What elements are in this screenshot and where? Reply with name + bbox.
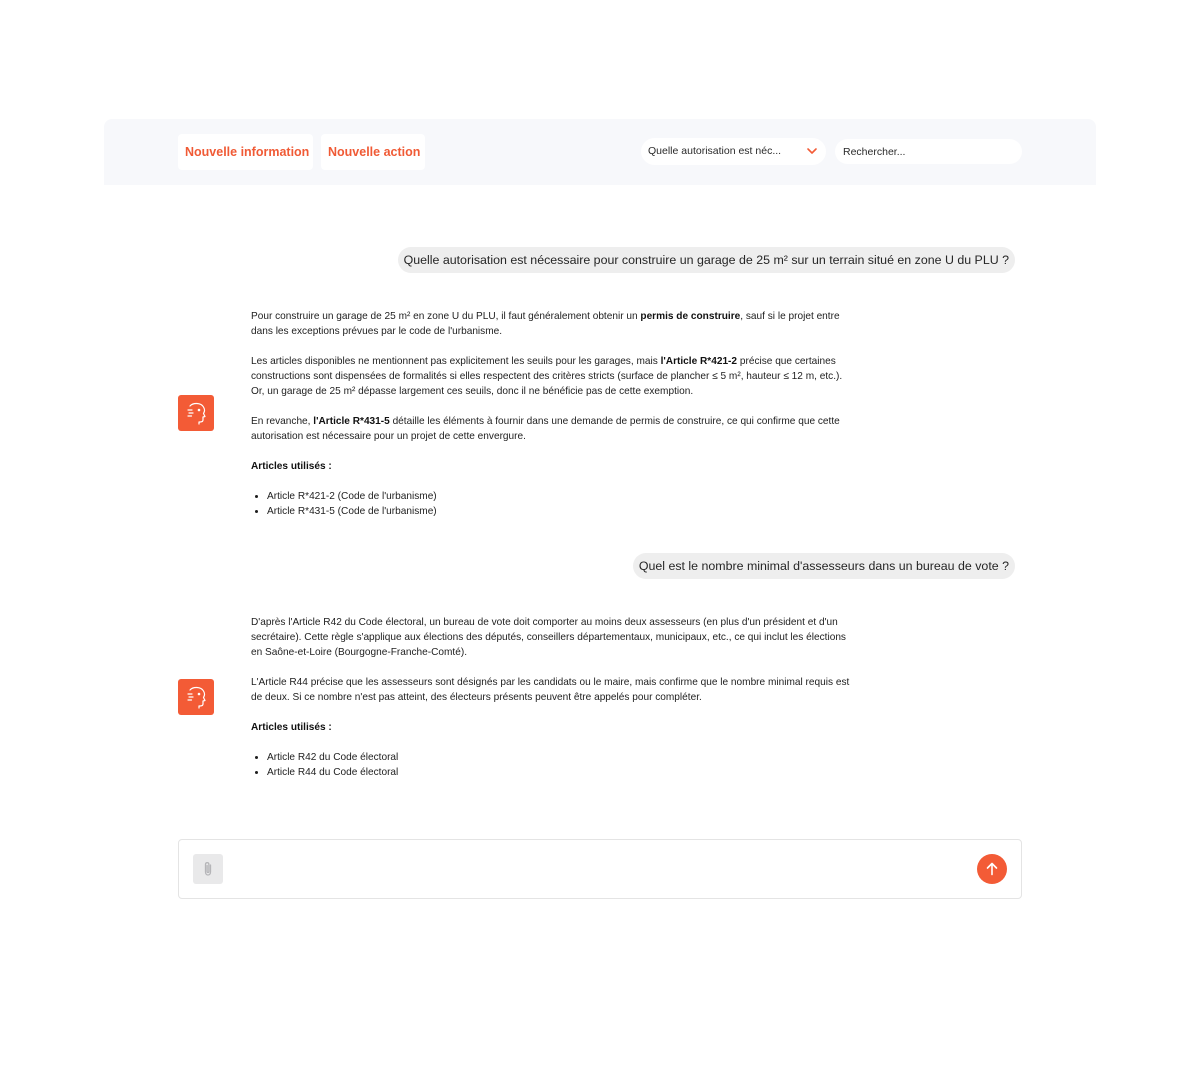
articles-heading: Articles utilisés : — [251, 722, 332, 733]
assistant-avatar — [178, 395, 214, 431]
attach-button[interactable] — [193, 854, 223, 884]
assistant-message — [251, 615, 856, 780]
bot-avatar-icon — [178, 395, 214, 431]
answer-paragraph: D'après l'Article R42 du Code électoral, un bureau de vote doit comporter au moins deux assesseurs (en plus d'un président et d'un secrétaire). Cette règle s'applique aux élections des députés, conseillers départementaux, municipaux, etc., ce qui inclut les élections en Saône-et-Loire (Bourgogne-Franche-Comté). — [251, 617, 846, 658]
conversation-select-value: Quelle autorisation est néc... — [648, 145, 782, 157]
arrow-up-icon — [985, 861, 999, 877]
top-bar — [104, 119, 1096, 185]
send-button[interactable] — [977, 854, 1007, 884]
answer-paragraph: Les articles disponibles ne mentionnent pas explicitement les seuils pour les garages, mais l'Article R*421-2 précise que certaines constructions sont dispensées de formalités si elles respectent des critères stricts (surface de plancher ≤ 5 m², hauteur ≤ 12 m, etc.). Or, un garage de 25 m² dépasse largement ces seuils, donc il ne bénéficie pas de cette exemption. — [251, 356, 843, 397]
assistant-avatar — [178, 679, 214, 715]
answer-paragraph: En revanche, l'Article R*431-5 détaille les éléments à fournir dans une demande de permis de construire, ce qui confirme que cette autorisation est nécessaire pour un projet de cette envergure. — [251, 416, 840, 442]
articles-list — [251, 489, 856, 519]
new-action-button[interactable]: Nouvelle action — [321, 134, 425, 170]
new-information-button[interactable]: Nouvelle information — [178, 134, 313, 170]
list-item: • Article R*431-5 (Code de l'urbanisme) — [267, 504, 856, 519]
user-message: Quel est le nombre minimal d'assesseurs dans un bureau de vote ? — [633, 553, 1015, 579]
message-composer[interactable] — [178, 839, 1022, 899]
bot-avatar-icon — [178, 679, 214, 715]
list-item: • Article R42 du Code électoral — [267, 750, 856, 765]
assistant-message — [251, 309, 856, 519]
articles-list — [251, 750, 856, 780]
list-item: • Article R44 du Code électoral — [267, 765, 856, 780]
chevron-down-icon — [806, 145, 818, 157]
search-input[interactable] — [835, 139, 1022, 164]
paperclip-icon — [201, 861, 215, 877]
answer-paragraph: L'Article R44 précise que les assesseurs sont désignés par les candidats ou le maire, mais confirme que le nombre minimal requis est de deux. Si ce nombre n'est pas atteint, des électeurs présents peuvent être appelés pour compléter. — [251, 677, 850, 703]
list-item: • Article R*421-2 (Code de l'urbanisme) — [267, 489, 856, 504]
answer-paragraph: Pour construire un garage de 25 m² en zone U du PLU, il faut généralement obtenir un permis de construire, sauf si le projet entre dans les exceptions prévues par le code de l'urbanisme. — [251, 311, 840, 337]
conversation-select[interactable] — [641, 138, 826, 165]
user-message: Quelle autorisation est nécessaire pour construire un garage de 25 m² sur un terrain situé en zone U du PLU ? — [398, 247, 1015, 273]
articles-heading: Articles utilisés : — [251, 461, 332, 472]
